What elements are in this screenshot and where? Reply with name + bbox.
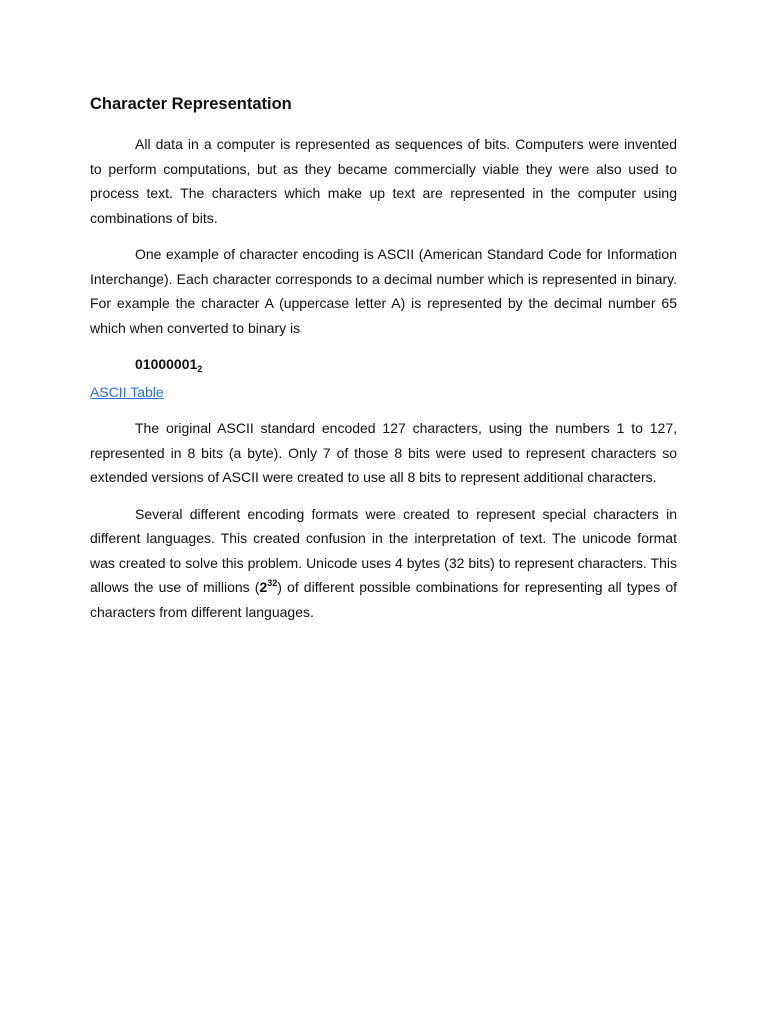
power-exponent: 32	[267, 578, 278, 588]
unicode-text-after: ) of different possible combinations for representing all types of characters from different languages.	[90, 579, 677, 620]
paragraph-ascii-standard: The original ASCII standard encoded 127 characters, using the numbers 1 to 127, represented in 8 bits (a byte). Only 7 of those 8 bits were used to represent characters so extended versions of ASCII were created to use all 8 bits to represent additional characters.	[90, 420, 677, 485]
paragraph-unicode	[90, 502, 677, 625]
document-page	[90, 92, 677, 636]
power-base: 2	[259, 579, 268, 595]
binary-base-subscript: 2	[197, 364, 203, 374]
power-expression	[259, 579, 277, 595]
paragraph-ascii-example: One example of character encoding is ASCII (American Standard Code for Information Interchange). Each character corresponds to a decimal number which is represented in binary. For example the character A (uppercase letter A) is represented by the decimal number 65 which when converted to binary is	[90, 246, 677, 336]
link-line	[90, 380, 677, 404]
page-title: Character Representation	[90, 95, 292, 113]
paragraph-bits-intro: All data in a computer is represented as sequences of bits. Computers were invented to perform computations, but as they became commercially viable they were also used to process text. The characters which make up text are represented in the computer using combinations of bits.	[90, 136, 677, 226]
ascii-table-link[interactable]: ASCII Table	[90, 384, 164, 400]
binary-number	[135, 352, 677, 380]
binary-digits: 01000001	[135, 356, 198, 372]
unicode-text-before: Several different encoding formats were created to represent special characters in different languages. This created confusion in the interpretation of text. The unicode format was created to solve this problem. Unicode uses 4 bytes (32 bits) to represent characters. This allows the use of millions (	[90, 505, 677, 595]
